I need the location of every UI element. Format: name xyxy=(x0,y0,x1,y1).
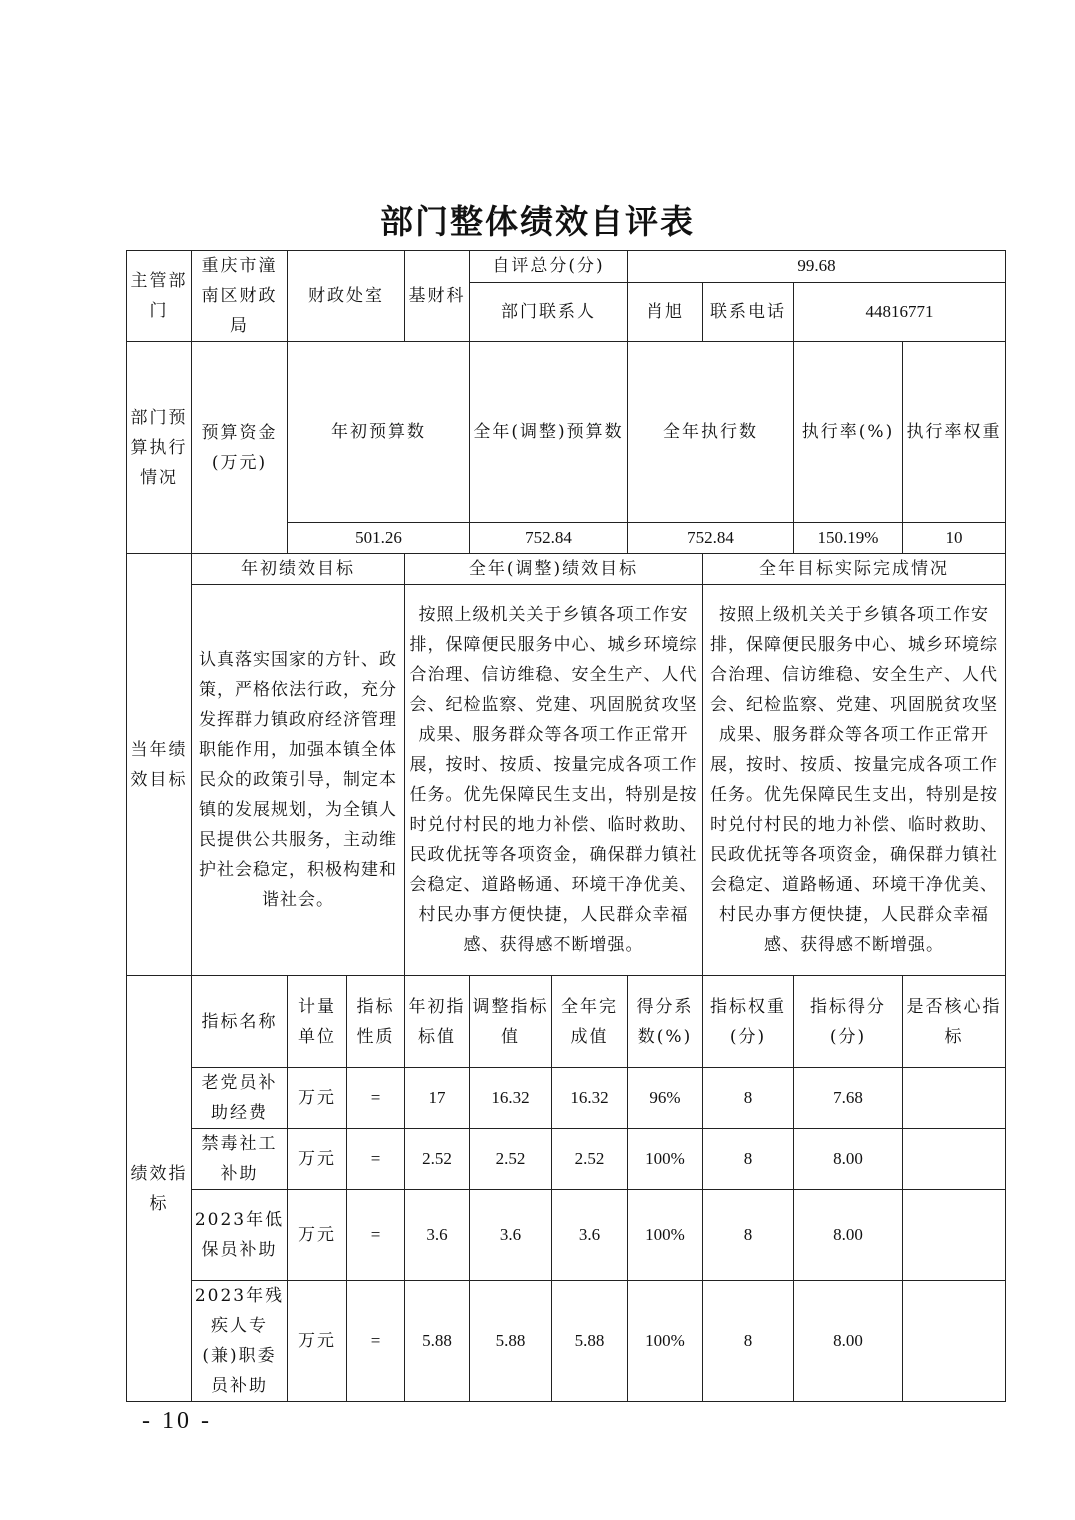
indicator-name: 2023年低保员补助 xyxy=(192,1190,288,1281)
indicator-header: 指标性质 xyxy=(347,976,405,1068)
indicator-header: 是否核心指标 xyxy=(903,976,1006,1068)
indicator-weight: 8 xyxy=(703,1068,794,1129)
section-name: 基财科 xyxy=(405,251,470,342)
indicator-core xyxy=(903,1129,1006,1190)
indicator-name: 老党员补助经费 xyxy=(192,1068,288,1129)
page-number: - 10 - xyxy=(142,1408,212,1434)
table-row xyxy=(127,1068,1006,1129)
indicator-nature: = xyxy=(347,1190,405,1281)
page-title: 部门整体绩效自评表 xyxy=(380,202,695,241)
indicator-score: 8.00 xyxy=(794,1190,903,1281)
indicator-nature: = xyxy=(347,1068,405,1129)
office-name: 财政处室 xyxy=(288,251,405,342)
indicator-header: 指标名称 xyxy=(192,976,288,1068)
indicator-completed: 5.88 xyxy=(552,1281,628,1402)
indicator-core xyxy=(903,1190,1006,1281)
table-row xyxy=(127,1190,1006,1281)
indicator-core xyxy=(903,1281,1006,1402)
indicator-completed: 16.32 xyxy=(552,1068,628,1129)
budget-fund-label: 预算资金(万元) xyxy=(192,342,288,554)
budget-adjusted: 752.84 xyxy=(470,523,628,554)
performance-table xyxy=(126,250,1006,1402)
indicator-initial: 2.52 xyxy=(405,1129,470,1190)
indicator-name: 禁毒社工补助 xyxy=(192,1129,288,1190)
indicator-unit: 万元 xyxy=(288,1068,347,1129)
goals-adjusted-text: 按照上级机关关于乡镇各项工作安排，保障便民服务中心、城乡环境综合治理、信访维稳、安全生产、人代会、纪检监察、党建、巩固脱贫攻坚成果、服务群众等各项工作正常开展，按时、按质、按量完成各项工作任务。优先保障民生支出，特别是按时兑付村民的地力补偿、临时救助、民政优抚等各项资金，确保群力镇社会稳定、道路畅通、环境干净优美、村民办事方便快捷，人民群众幸福感、获得感不断增强。 xyxy=(405,585,703,976)
indicator-adjusted: 2.52 xyxy=(470,1129,552,1190)
budget-col-rate: 执行率(%) xyxy=(794,342,903,523)
budget-col-executed: 全年执行数 xyxy=(628,342,794,523)
budget-rate: 150.19% xyxy=(794,523,903,554)
indicator-score: 8.00 xyxy=(794,1281,903,1402)
indicator-nature: = xyxy=(347,1281,405,1402)
indicator-adjusted: 16.32 xyxy=(470,1068,552,1129)
indicator-core xyxy=(903,1068,1006,1129)
indicator-weight: 8 xyxy=(703,1281,794,1402)
indicator-completed: 2.52 xyxy=(552,1129,628,1190)
indicator-score: 7.68 xyxy=(794,1068,903,1129)
budget-executed: 752.84 xyxy=(628,523,794,554)
indicator-coef: 100% xyxy=(628,1281,703,1402)
indicator-unit: 万元 xyxy=(288,1129,347,1190)
indicator-header: 指标权重(分) xyxy=(703,976,794,1068)
phone-value: 44816771 xyxy=(794,282,1006,341)
goals-actual-text: 按照上级机关关于乡镇各项工作安排，保障便民服务中心、城乡环境综合治理、信访维稳、安全生产、人代会、纪检监察、党建、巩固脱贫攻坚成果、服务群众等各项工作正常开展，按时、按质、按量完成各项工作任务。优先保障民生支出，特别是按时兑付村民的地力补偿、临时救助、民政优抚等各项资金，确保群力镇社会稳定、道路畅通、环境干净优美、村民办事方便快捷，人民群众幸福感、获得感不断增强。 xyxy=(703,585,1006,976)
indicator-initial: 3.6 xyxy=(405,1190,470,1281)
indicator-weight: 8 xyxy=(703,1190,794,1281)
indicators-row-label: 绩效指标 xyxy=(127,976,192,1402)
indicator-unit: 万元 xyxy=(288,1190,347,1281)
dept-name: 重庆市潼南区财政局 xyxy=(192,251,288,342)
goals-col-actual: 全年目标实际完成情况 xyxy=(703,554,1006,585)
indicator-adjusted: 3.6 xyxy=(470,1190,552,1281)
table-row xyxy=(127,1281,1006,1402)
indicator-initial: 5.88 xyxy=(405,1281,470,1402)
indicator-coef: 100% xyxy=(628,1190,703,1281)
indicator-weight: 8 xyxy=(703,1129,794,1190)
budget-col-weight: 执行率权重 xyxy=(903,342,1006,523)
indicator-unit: 万元 xyxy=(288,1281,347,1402)
contact-name: 肖旭 xyxy=(628,282,703,341)
indicator-header: 计量单位 xyxy=(288,976,347,1068)
indicator-coef: 100% xyxy=(628,1129,703,1190)
indicator-coef: 96% xyxy=(628,1068,703,1129)
budget-col-initial: 年初预算数 xyxy=(288,342,470,523)
indicator-header: 年初指标值 xyxy=(405,976,470,1068)
indicator-adjusted: 5.88 xyxy=(470,1281,552,1402)
indicator-header: 得分系数(%) xyxy=(628,976,703,1068)
budget-weight: 10 xyxy=(903,523,1006,554)
indicator-header: 全年完成值 xyxy=(552,976,628,1068)
indicator-header: 调整指标值 xyxy=(470,976,552,1068)
budget-initial: 501.26 xyxy=(288,523,470,554)
indicator-name: 2023年残疾人专(兼)职委员补助 xyxy=(192,1281,288,1402)
goals-row-label: 当年绩效目标 xyxy=(127,554,192,976)
phone-label: 联系电话 xyxy=(703,282,794,341)
budget-col-adjusted: 全年(调整)预算数 xyxy=(470,342,628,523)
goals-initial-text: 认真落实国家的方针、政策，严格依法行政，充分发挥群力镇政府经济管理职能作用，加强本镇全体民众的政策引导，制定本镇的发展规划，为全镇人民提供公共服务，主动维护社会稳定，积极构建和谐社会。 xyxy=(192,585,405,976)
score-label: 自评总分(分) xyxy=(470,251,628,283)
indicator-score: 8.00 xyxy=(794,1129,903,1190)
indicator-initial: 17 xyxy=(405,1068,470,1129)
budget-row-label: 部门预算执行情况 xyxy=(127,342,192,554)
indicator-nature: = xyxy=(347,1129,405,1190)
indicator-header: 指标得分(分) xyxy=(794,976,903,1068)
score-value: 99.68 xyxy=(628,251,1006,283)
table-row xyxy=(127,1129,1006,1190)
goals-col-adjusted: 全年(调整)绩效目标 xyxy=(405,554,703,585)
indicator-completed: 3.6 xyxy=(552,1190,628,1281)
dept-label: 主管部门 xyxy=(127,251,192,342)
contact-label: 部门联系人 xyxy=(470,282,628,341)
goals-col-initial: 年初绩效目标 xyxy=(192,554,405,585)
